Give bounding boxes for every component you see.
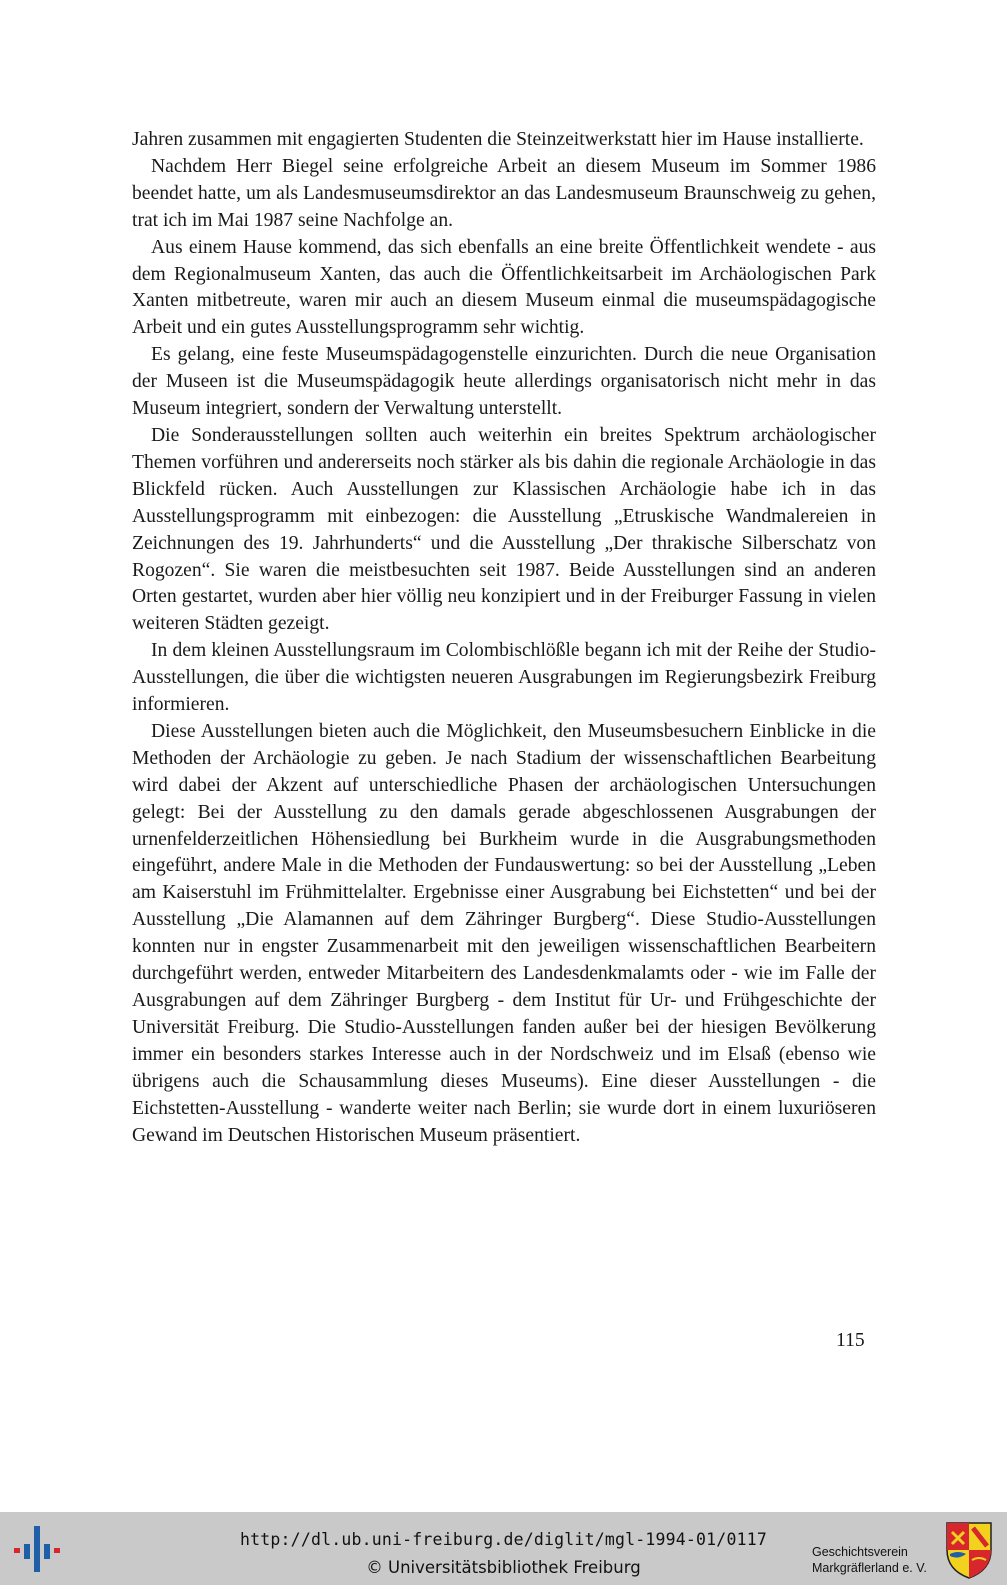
paragraph: Diese Ausstellungen bieten auch die Möglichkeit, den Museumsbesuchern Einblicke in die Methoden der Archäologie zu geben. Je nach Stadium der wissenschaftlichen Bearbeitung wird dabei der Akzent auf unterschiedliche Phasen der archäologischen Untersuchungen gelegt: Bei der Ausstellung zu den damals gerade abgeschlossenen Ausgrabungen der urnenfelderzeitlichen Höhensiedlung bei Burkheim wurde in die Ausgrabungsmethoden eingeführt, andere Male in die Methoden der Fundauswertung: so bei der Ausstellung „Leben am Kaiserstuhl im Frühmittelalter. Ergebnisse einer Ausgrabung bei Eichstetten“ und bei der Ausstellung „Die Alamannen auf dem Zähringer Burgberg“. Diese Studio-Ausstellungen konnten nur in engster Zusammenarbeit mit den jeweiligen wissenschaftlichen Bearbeitern durchgeführt werden, entweder Mitarbeitern des Landesdenkmalamts oder - wie im Falle der Ausgrabungen auf dem Zähringer Burgberg - dem Institut für Ur- und Frühgeschichte der Universität Freiburg. Die Studio-Ausstellungen fanden außer bei der hiesigen Bevölkerung immer ein besonders starkes Interesse auch in der Nordschweiz und im Elsaß (ebenso wie übrigens auch die Schausammlung dieses Museums). Eine dieser Ausstellungen - die Eichstetten-Ausstellung - wanderte weiter nach Berlin; sie wurde dort in einem luxuriöseren Gewand im Deutschen Historischen Museum präsentiert. [132,720,876,1146]
body-text [132,127,876,1149]
footer-bar [0,1512,1007,1585]
paragraph: Die Sonderausstellungen sollten auch weiterhin ein breites Spektrum archäologischer Themen vorführen und andererseits noch stärker als bis dahin die regionale Archäologie in das Blickfeld rücken. Auch Ausstellungen zur Klassischen Archäologie habe ich in das Ausstellungsprogramm mit einbezogen: die Ausstellung „Etruskische Wandmalereien in Zeichnungen des 19. Jahrhunderts“ und die Ausstellung „Der thrakische Silberschatz von Rogozen“. Sie waren die meistbesuchten seit 1987. Beide Ausstellungen sind an anderen Orten gestartet, wurden aber hier völlig neu konzipiert und in der Freiburger Fassung in vielen weiteren Städten gezeigt. [132,424,876,635]
page-number: 115 [836,1330,865,1351]
society-line-1: Geschichtsverein [812,1545,908,1559]
society-name [812,1544,936,1576]
paragraph: Jahren zusammen mit engagierten Studenten die Steinzeitwerkstatt hier im Hause installierte. [132,129,864,150]
coat-of-arms-icon [944,1520,994,1580]
paragraph: In dem kleinen Ausstellungsraum im Colombischlößle begann ich mit der Reihe der Studio-Ausstellungen, die über die wichtigsten neueren Ausgrabungen im Regierungsbezirk Freiburg informieren. [132,640,876,716]
paragraph: Es gelang, eine feste Museumspädagogenstelle einzurichten. Durch die neue Organisation der Museen ist die Museumspädagogik heute allerdings organisatorisch nicht mehr in das Museum integriert, sondern der Verwaltung unterstellt. [132,344,876,420]
document-url-link[interactable]: http://dl.ub.uni-freiburg.de/diglit/mgl-1994-01/0117 [240,1530,767,1549]
society-line-2: Markgräflerland e. V. [812,1561,927,1575]
paragraph: Aus einem Hause kommend, das sich ebenfalls an eine breite Öffentlichkeit wendete - aus dem Regionalmuseum Xanten, das auch die Öffentlichkeitsarbeit im Archäologischen Park Xanten mitbetreute, waren mir auch an diesem Museum einmal die museumspädagogische Arbeit und ein gutes Ausstellungsprogramm sehr wichtig. [132,236,876,339]
copyright-text: © Universitätsbibliothek Freiburg [366,1558,641,1577]
paragraph: Nachdem Herr Biegel seine erfolgreiche Arbeit an diesem Museum im Sommer 1986 beendet hatte, um als Landesmuseumsdirektor an das Landesmuseum Braunschweig zu gehen, trat ich im Mai 1987 seine Nachfolge an. [132,155,876,231]
